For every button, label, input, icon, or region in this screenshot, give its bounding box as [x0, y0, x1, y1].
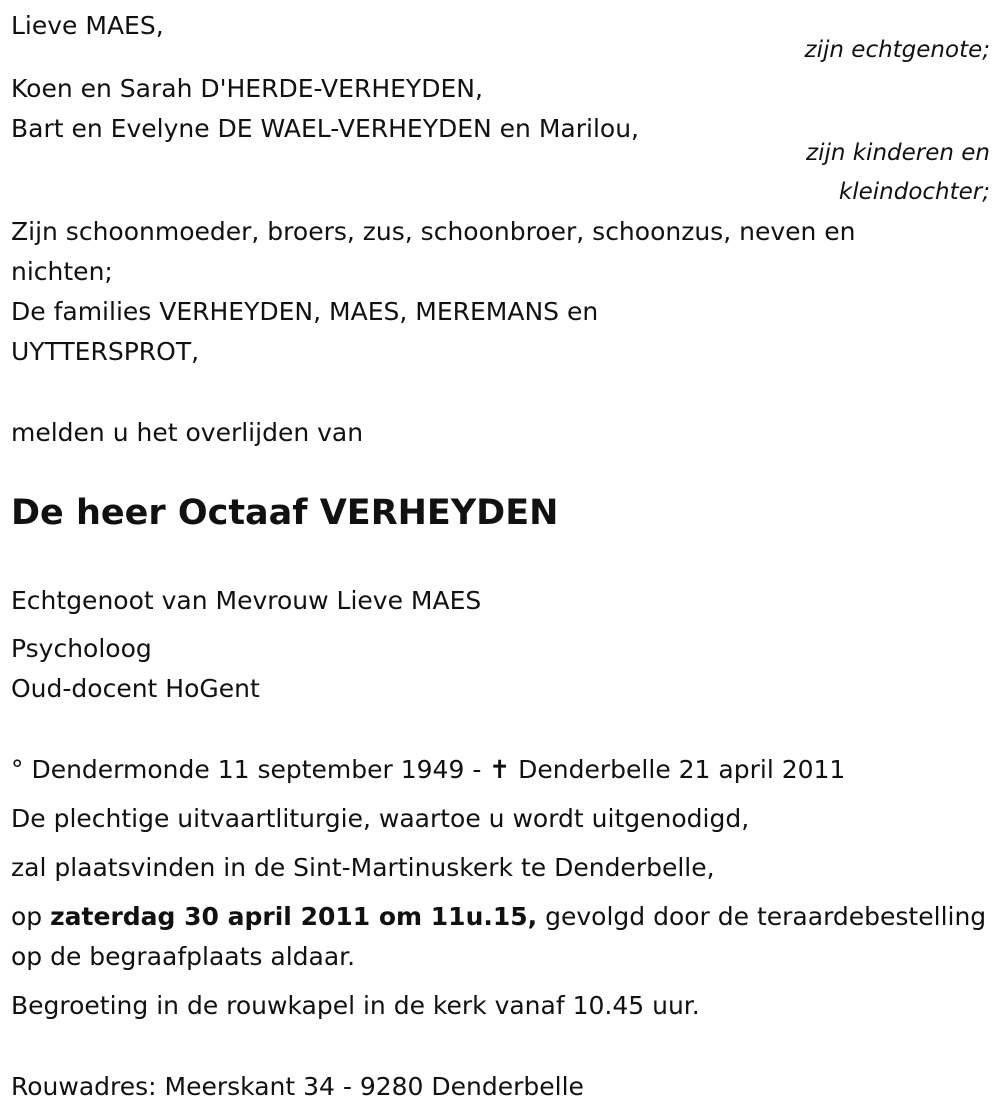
mourning-address: Rouwadres: Meerskant 34 - 9280 Denderbelle: [11, 1072, 584, 1101]
deceased-spouse-of: Echtgenoot van Mevrouw Lieve MAES: [11, 586, 482, 615]
birth-death-dates: ° Dendermonde 11 september 1949 - ✝ Denderbelle 21 april 2011: [11, 755, 846, 784]
children-role-line-2: kleindochter;: [838, 179, 990, 205]
relatives-line-4: UYTTERSPROT,: [11, 337, 200, 366]
child-line-2: Bart en Evelyne DE WAEL-VERHEYDEN en Marilou,: [11, 114, 639, 143]
children-role-line-1: zijn kinderen en: [806, 140, 990, 166]
funeral-datetime: zaterdag 30 april 2011 om 11u.15,: [50, 902, 538, 931]
funeral-line-2: zal plaatsvinden in de Sint-Martinuskerk te Denderbelle,: [11, 853, 715, 882]
relatives-line-1: Zijn schoonmoeder, broers, zus, schoonbroer, schoonzus, neven en: [11, 217, 856, 246]
relatives-line-3: De families VERHEYDEN, MAES, MEREMANS en: [11, 297, 599, 326]
deceased-profession: Psycholoog: [11, 634, 152, 663]
deceased-former-role: Oud-docent HoGent: [11, 674, 260, 703]
deceased-name: De heer Octaaf VERHEYDEN: [11, 493, 559, 533]
funeral-line-4: op de begraafplaats aldaar.: [11, 942, 356, 971]
funeral-line-3-prefix: op: [11, 902, 51, 931]
greeting-info: Begroeting in de rouwkapel in de kerk vanaf 10.45 uur.: [11, 991, 700, 1020]
funeral-line-3-suffix: gevolgd door de teraardebestelling: [537, 902, 987, 931]
spouse-name: Lieve MAES,: [11, 11, 164, 40]
relatives-line-2: nichten;: [11, 257, 113, 286]
funeral-line-1: De plechtige uitvaartliturgie, waartoe u wordt uitgenodigd,: [11, 804, 750, 833]
child-line-1: Koen en Sarah D'HERDE-VERHEYDEN,: [11, 74, 483, 103]
funeral-line-3: [11, 902, 986, 932]
announcement: melden u het overlijden van: [11, 418, 364, 447]
spouse-role: zijn echtgenote;: [804, 37, 990, 63]
